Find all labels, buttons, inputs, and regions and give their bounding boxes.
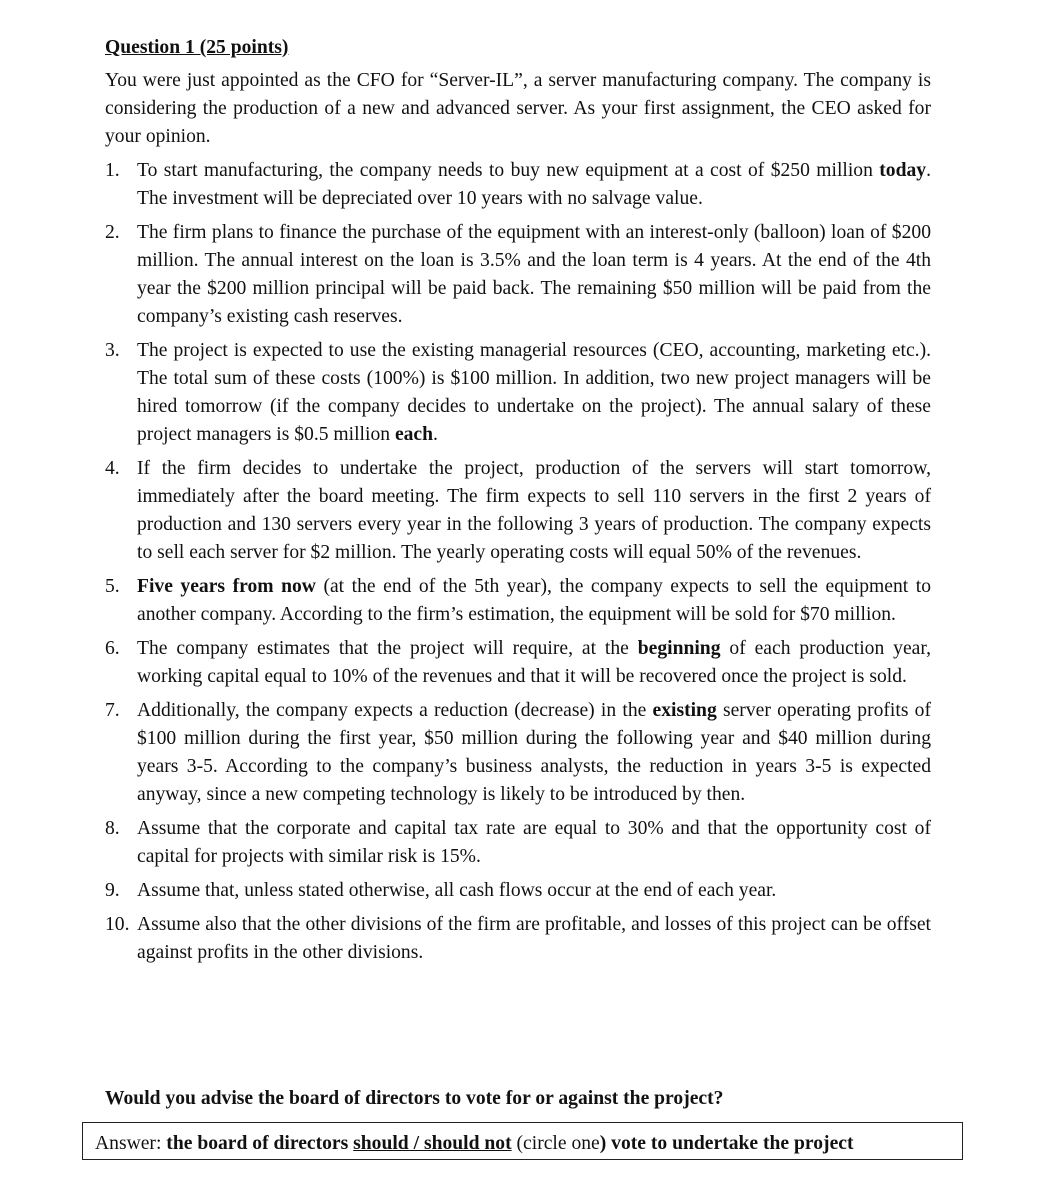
- answer-label: Answer:: [95, 1133, 167, 1154]
- answer-choice[interactable]: should / should not: [353, 1133, 512, 1154]
- assumptions-list: [105, 157, 931, 967]
- list-item-emphasis: today: [879, 160, 927, 181]
- list-item-text-end: .: [433, 424, 438, 445]
- list-item-emphasis: beginning: [637, 638, 721, 659]
- list-item-text: Assume that the corporate and capital tax rate are equal to 30% and that the opportunity cost of capital for projects with similar risk is 15%.: [137, 818, 931, 867]
- list-item: [105, 219, 931, 331]
- list-item-number: 7.: [105, 700, 120, 721]
- list-item-number: 9.: [105, 880, 120, 901]
- list-item: [105, 573, 931, 629]
- list-item-number: 10.: [105, 914, 130, 935]
- answer-box: [82, 1122, 963, 1160]
- list-item-text-end: server operating profits of $100 million during the first year, $50 million during the following year and $40 million during years 3-5. According to the company’s business analysts, the reduction in years 3-5 is expected anyway, since a new competing technology is likely to be introduced by then.: [137, 700, 931, 805]
- list-item-emphasis: existing: [652, 700, 717, 721]
- list-item-text: The project is expected to use the existing managerial resources (CEO, accounting, marketing etc.). The total sum of these costs (100%) is $100 million. In addition, two new project managers will be hired tomorrow (if the company decides to undertake on the project). The annual salary of these project managers is $0.5 million: [137, 340, 931, 445]
- list-item: [105, 455, 931, 567]
- list-item: [105, 815, 931, 871]
- list-item-number: 1.: [105, 160, 120, 181]
- list-item-number: 3.: [105, 340, 120, 361]
- answer-bold-text: the board of directors: [166, 1133, 354, 1154]
- list-item: [105, 635, 931, 691]
- list-item-text-end: . The investment will be depreciated over 10 years with no salvage value.: [137, 160, 931, 209]
- question-prompt: Would you advise the board of directors to vote for or against the project?: [105, 1088, 724, 1109]
- list-item-text: Additionally, the company expects a reduction (decrease) in the: [137, 700, 653, 721]
- list-item-number: 2.: [105, 222, 120, 243]
- list-item-emphasis: Five years from now: [137, 576, 316, 597]
- answer-bold-end: ) vote to undertake the project: [599, 1133, 854, 1154]
- list-item-text-end: of each production year, working capital equal to 10% of the revenues and that it will be recovered once the project is sold.: [137, 638, 931, 687]
- list-item-text: Assume that, unless stated otherwise, all cash flows occur at the end of each year.: [137, 880, 777, 901]
- list-item-text: If the firm decides to undertake the project, production of the servers will start tomorrow, immediately after the board meeting. The firm expects to sell 110 servers in the first 2 years of production and 130 servers every year in the following 3 years of production. The company expects to sell each server for $2 million. The yearly operating costs will equal 50% of the revenues.: [137, 458, 931, 563]
- list-item: [105, 911, 931, 967]
- answer-hint: (circle one: [511, 1133, 600, 1154]
- list-item-number: 8.: [105, 818, 120, 839]
- list-item-number: 5.: [105, 576, 120, 597]
- list-item-text: Assume also that the other divisions of the firm are profitable, and losses of this project can be offset against profits in the other divisions.: [137, 914, 931, 963]
- intro-paragraph: You were just appointed as the CFO for “Server-IL”, a server manufacturing company. The company is considering the production of a new and advanced server. As your first assignment, the CEO asked for your opinion.: [105, 70, 931, 147]
- list-item-text: The company estimates that the project will require, at the: [137, 638, 638, 659]
- document-body: [105, 34, 931, 973]
- list-item-number: 6.: [105, 638, 120, 659]
- list-item-emphasis: each: [394, 424, 434, 445]
- list-item: [105, 697, 931, 809]
- list-item: [105, 157, 931, 213]
- list-item-text: To start manufacturing, the company needs to buy new equipment at a cost of $250 million: [137, 160, 880, 181]
- list-item: [105, 877, 931, 905]
- list-item-number: 4.: [105, 458, 120, 479]
- list-item-text: The firm plans to finance the purchase of the equipment with an interest-only (balloon) loan of $200 million. The annual interest on the loan is 3.5% and the loan term is 4 years. At the end of the 4th year the $200 million principal will be paid back. The remaining $50 million will be paid from the company’s existing cash reserves.: [137, 222, 931, 327]
- list-item: [105, 337, 931, 449]
- list-item-text-end: (at the end of the 5th year), the company expects to sell the equipment to another company. According to the firm’s estimation, the equipment will be sold for $70 million.: [137, 576, 932, 625]
- question-heading: Question 1 (25 points): [105, 37, 289, 58]
